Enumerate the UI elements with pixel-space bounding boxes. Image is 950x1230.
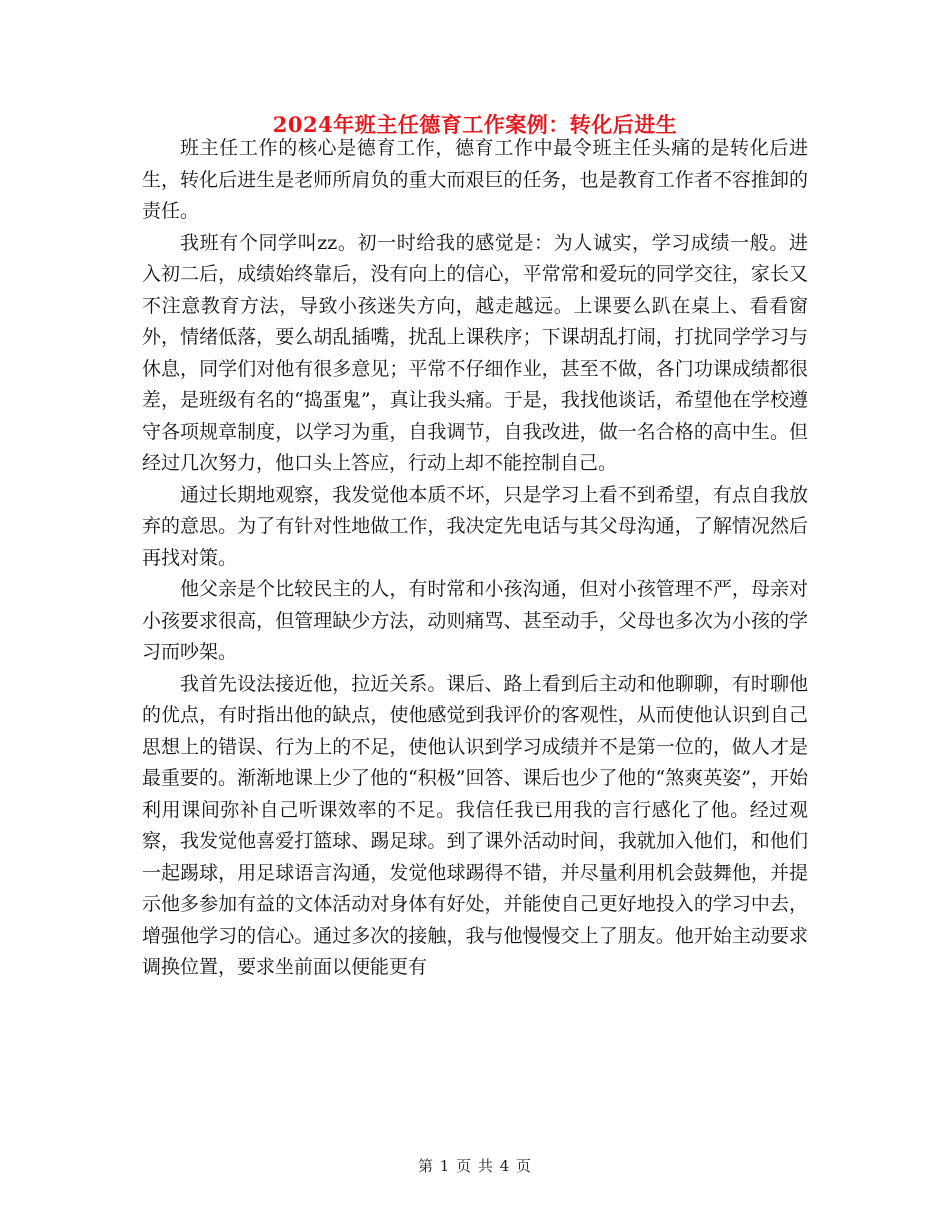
paragraph: 我班有个同学叫zz。初一时给我的感觉是：为人诚实，学习成绩一般。进入初二后，成绩始终靠后，没有向上的信心，平常常和爱玩的同学交往，家长又不注意教育方法，导致小孩迷失方向，越走越远。上课要么趴在桌上、看看窗外，情绪低落，要么胡乱插嘴，扰乱上课秩序；下课胡乱打闹，打扰同学学习与休息，同学们对他有很多意见；平常不仔细作业，甚至不做，各门功课成绩都很差，是班级有名的“捣蛋鬼”，真让我头痛。于是，我找他谈话，希望他在学校遵守各项规章制度，以学习为重，自我调节，自我改进，做一名合格的高中生。但经过几次努力，他口头上答应，行动上却不能控制自己。: [142, 231, 808, 474]
paragraph: 他父亲是个比较民主的人，有时常和小孩沟通，但对小孩管理不严，母亲对小孩要求很高，但管理缺少方法，动则痛骂、甚至动手，父母也多次为小孩的学习而吵架。: [142, 578, 808, 663]
document-title: 2024年班主任德育工作案例：转化后进生: [272, 112, 678, 137]
paragraph: 班主任工作的核心是德育工作，德育工作中最令班主任头痛的是转化后进生，转化后进生是老师所肩负的重大而艰巨的任务，也是教育工作者不容推卸的责任。: [142, 137, 808, 222]
paragraph: 我首先设法接近他，拉近关系。课后、路上看到后主动和他聊聊，有时聊他的优点，有时指出他的缺点，使他感觉到我评价的客观性，从而使他认识到自己思想上的错误、行为上的不足，使他认识到学习成绩并不是第一位的，做人才是最重要的。渐渐地课上少了他的“积极”回答、课后也少了他的“煞爽英姿”，开始利用课间弥补自己听课效率的不足。我信任我已用我的言行感化了他。经过观察，我发觉他喜爱打篮球、踢足球。到了课外活动时间，我就加入他们，和他们一起踢球，用足球语言沟通，发觉他球踢得不错，并尽量利用机会鼓舞他，并提示他多参加有益的文体活动对身体有好处，并能使自己更好地投入的学习中去，增强他学习的信心。通过多次的接触，我与他慢慢交上了朋友。他开始主动要求调换位置，要求坐前面以便能更有: [142, 672, 808, 978]
page-footer: 第 1 页 共 4 页: [418, 1157, 532, 1175]
paragraph: 通过长期地观察，我发觉他本质不坏，只是学习上看不到希望，有点自我放弃的意思。为了有针对性地做工作，我决定先电话与其父母沟通，了解情况然后再找对策。: [142, 483, 808, 569]
document-body: [142, 133, 808, 984]
